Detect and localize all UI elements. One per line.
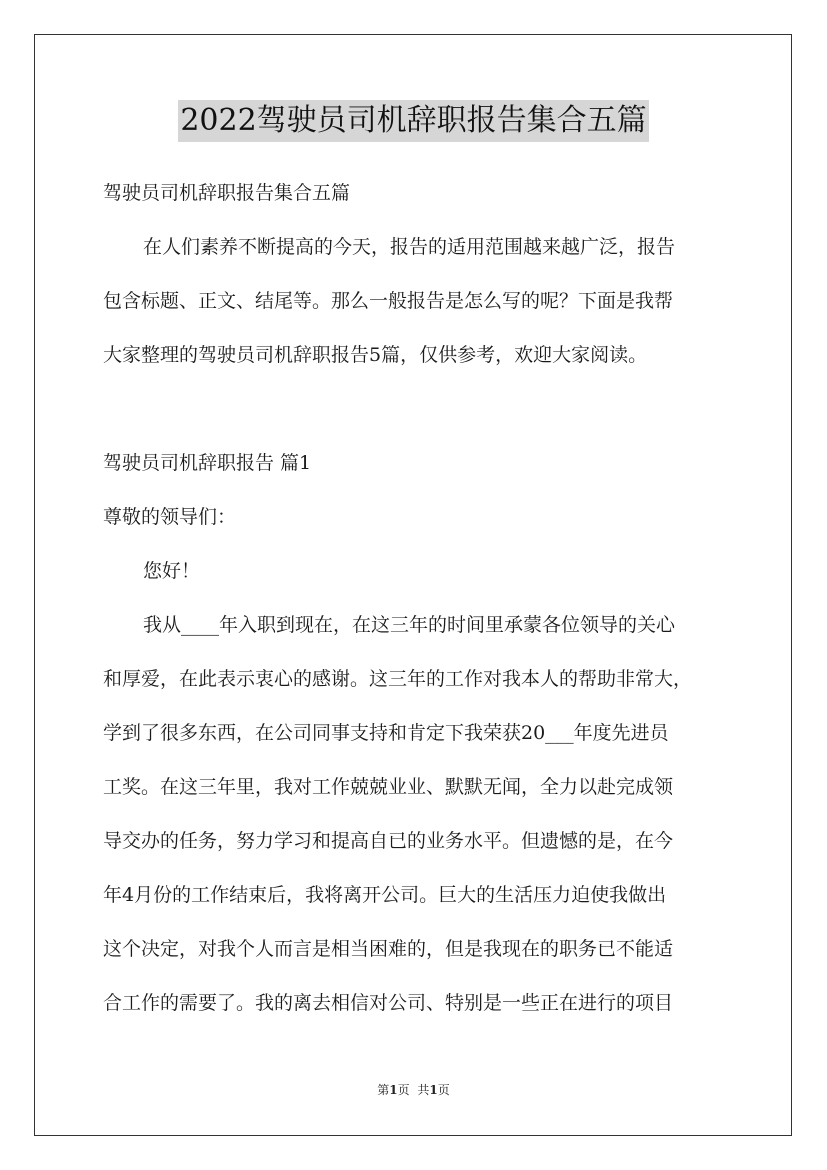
page-suffix: 页 — [397, 1083, 410, 1097]
intro-line-1: 在人们素养不断提高的今天，报告的适用范围越来越广泛，报告 — [143, 236, 676, 258]
greeting: 您好！ — [143, 560, 201, 582]
page-footer — [0, 1082, 827, 1098]
body-line-2: 和厚爱，在此表示衷心的感谢。这三年的工作对我本人的帮助非常大， — [103, 668, 693, 690]
intro-line-3: 大家整理的驾驶员司机辞职报告5篇，仅供参考，欢迎大家阅读。 — [103, 344, 648, 366]
total-suffix: 页 — [437, 1083, 450, 1097]
document-title-wrap — [0, 100, 827, 142]
body-line-6: 年4月份的工作结束后，我将离开公司。巨大的生活压力迫使我做出 — [103, 884, 667, 906]
document-subtitle: 驾驶员司机辞职报告集合五篇 — [103, 182, 351, 204]
total-prefix: 共 — [417, 1083, 430, 1097]
body-line-8: 合工作的需要了。我的离去相信对公司、特别是一些正在进行的项目 — [103, 992, 674, 1014]
document-title: 2022驾驶员司机辞职报告集合五篇 — [178, 100, 648, 142]
body-line-7: 这个决定，对我个人而言是相当困难的，但是我现在的职务已不能适 — [103, 938, 674, 960]
body-line-4: 工奖。在这三年里，我对工作兢兢业业、默默无闻，全力以赴完成领 — [103, 776, 674, 798]
salutation: 尊敬的领导们： — [103, 506, 237, 528]
body-line-3: 学到了很多东西，在公司同事支持和肯定下我荣获20___年度先进员 — [103, 722, 669, 744]
section-heading: 驾驶员司机辞职报告 篇1 — [103, 452, 312, 474]
page-number: 1 — [389, 1083, 398, 1097]
total-pages: 1 — [429, 1083, 438, 1097]
page-prefix: 第 — [377, 1083, 390, 1097]
intro-line-2: 包含标题、正文、结尾等。那么一般报告是怎么写的呢？下面是我帮 — [103, 290, 674, 312]
body-line-5: 导交办的任务，努力学习和提高自已的业务水平。但遗憾的是，在今 — [103, 830, 674, 852]
body-line-1: 我从____年入职到现在，在这三年的时间里承蒙各位领导的关心 — [143, 614, 676, 636]
